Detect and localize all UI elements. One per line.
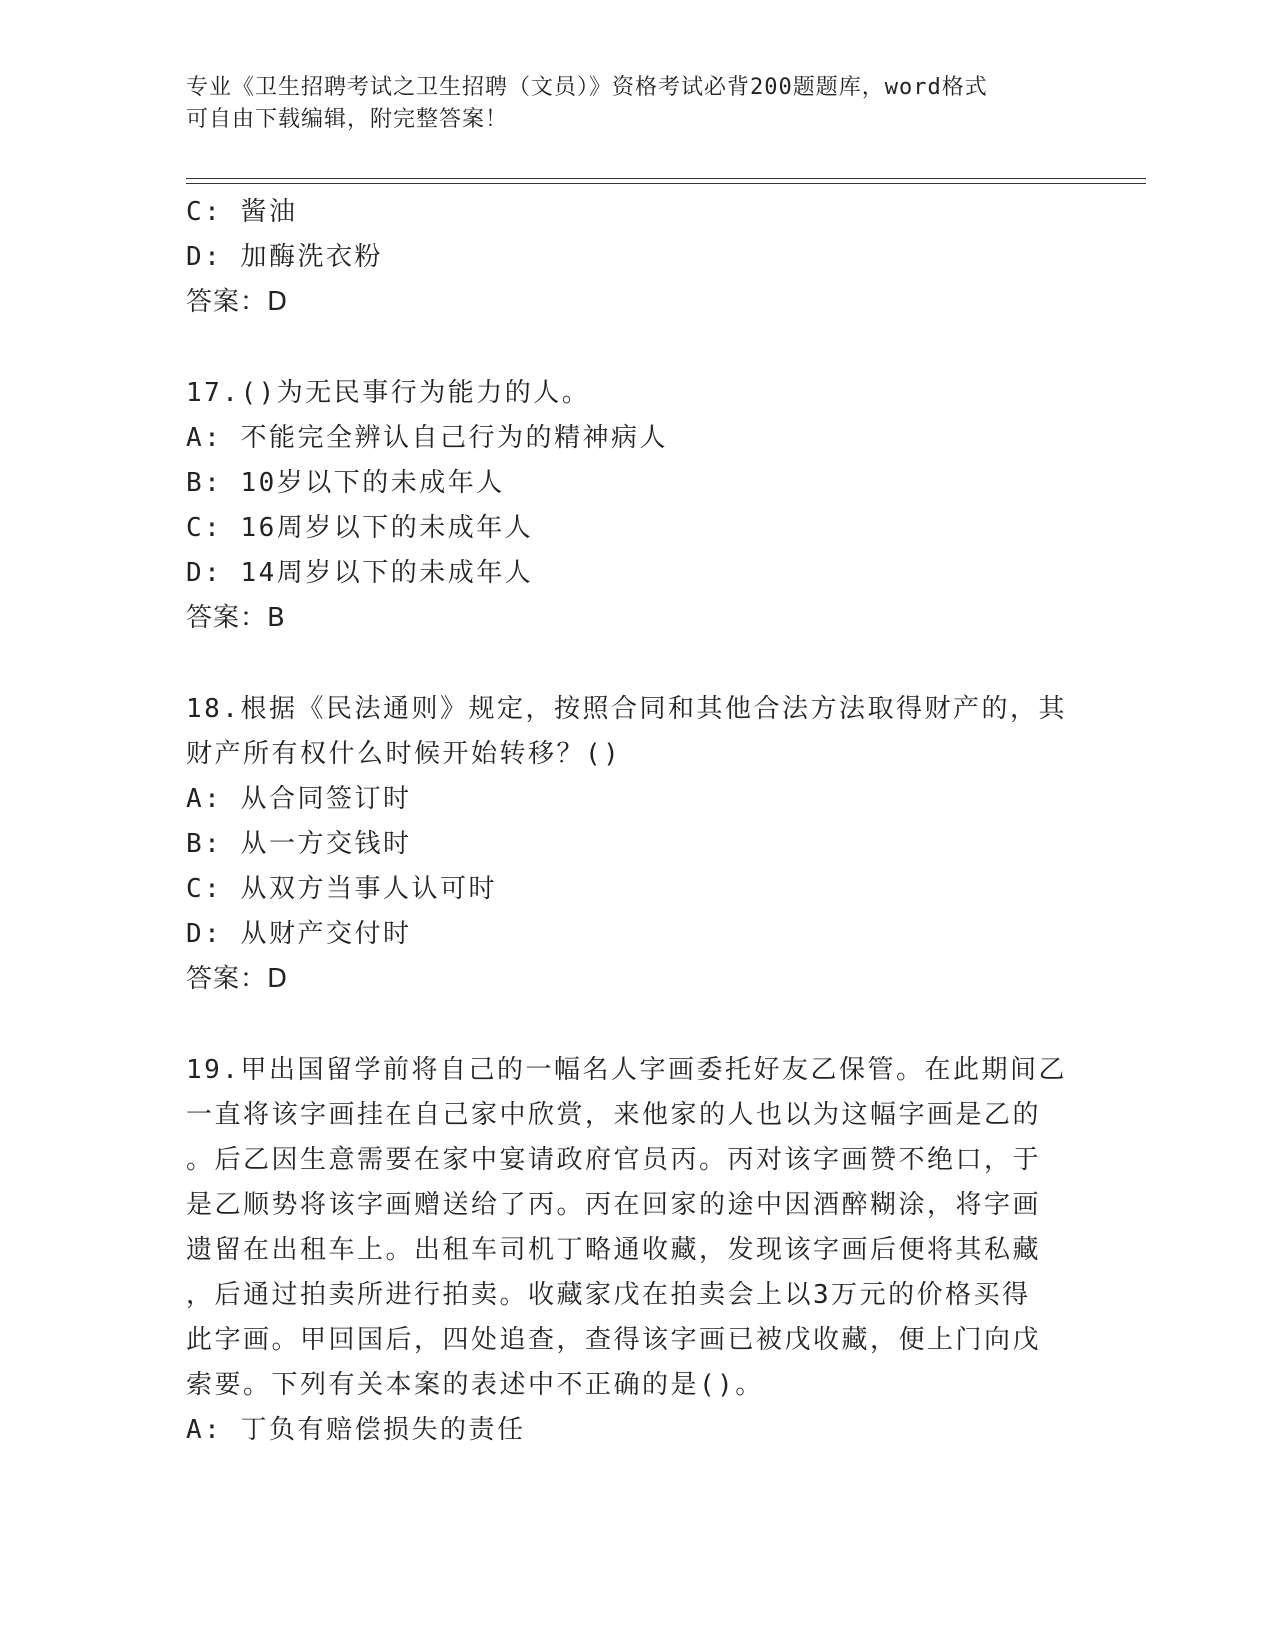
q16-option-d: D: 加酶洗衣粉 [186,242,383,272]
q19-question-line-1: 19.甲出国留学前将自己的一幅名人字画委托好友乙保管。在此期间乙 [186,1055,1067,1085]
q18-question-line-1: 18.根据《民法通则》规定，按照合同和其他合法方法取得财产的，其 [186,694,1067,724]
q19-question-line-4: 是乙顺势将该字画赠送给了丙。丙在回家的途中因酒醉糊涂，将字画 [186,1190,1042,1220]
q16-option-c: C: 酱油 [186,197,298,227]
q19-question-line-7: 此字画。甲回国后，四处追查，查得该字画已被戊收藏，便上门向戊 [186,1325,1042,1355]
q17-question: 17.()为无民事行为能力的人。 [186,378,591,408]
header-title-line-1: 专业《卫生招聘考试之卫生招聘（文员）》资格考试必背200题题库，word格式 [186,75,988,100]
header-rule-bottom [186,183,1146,184]
document-header [186,72,1066,136]
q18-option-a: A: 从合同签订时 [186,784,412,814]
q19-question-line-8: 索要。下列有关本案的表述中不正确的是()。 [186,1370,764,1400]
q19-question-line-5: 遗留在出租车上。出租车司机丁略通收藏，发现该字画后便将其私藏 [186,1235,1042,1265]
q19-question-line-2: 一直将该字画挂在自己家中欣赏，来他家的人也以为这幅字画是乙的 [186,1100,1042,1130]
spacer [186,641,1076,687]
question-18 [186,687,1076,1002]
q17-option-d: D: 14周岁以下的未成年人 [186,558,534,588]
q19-question-line-3: 。后乙因生意需要在家中宴请政府官员丙。丙对该字画赞不绝口，于 [186,1145,1042,1175]
spacer [186,325,1076,371]
q18-question-line-2: 财产所有权什么时候开始转移？() [186,739,622,769]
question-19 [186,1048,1076,1453]
q19-question-line-6: ，后通过拍卖所进行拍卖。收藏家戊在拍卖会上以3万元的价格买得 [186,1280,1031,1310]
q18-option-d: D: 从财产交付时 [186,919,412,949]
header-title-line-2: 可自由下载编辑，附完整答案！ [186,107,509,132]
q18-answer: 答案：D [186,964,289,994]
q17-option-a: A: 不能完全辨认自己行为的精神病人 [186,423,668,453]
q16-answer: 答案：D [186,287,289,317]
q19-option-a: A: 丁负有赔偿损失的责任 [186,1415,526,1445]
q18-option-b: B: 从一方交钱时 [186,829,412,859]
q17-option-b: B: 10岁以下的未成年人 [186,468,505,498]
spacer [186,1002,1076,1048]
q17-answer: 答案：B [186,603,286,633]
question-17 [186,371,1076,641]
question-16-tail [186,190,1076,325]
q17-option-c: C: 16周岁以下的未成年人 [186,513,534,543]
header-rule-top [186,178,1146,179]
document-body [186,190,1076,1453]
q18-option-c: C: 从双方当事人认可时 [186,874,497,904]
